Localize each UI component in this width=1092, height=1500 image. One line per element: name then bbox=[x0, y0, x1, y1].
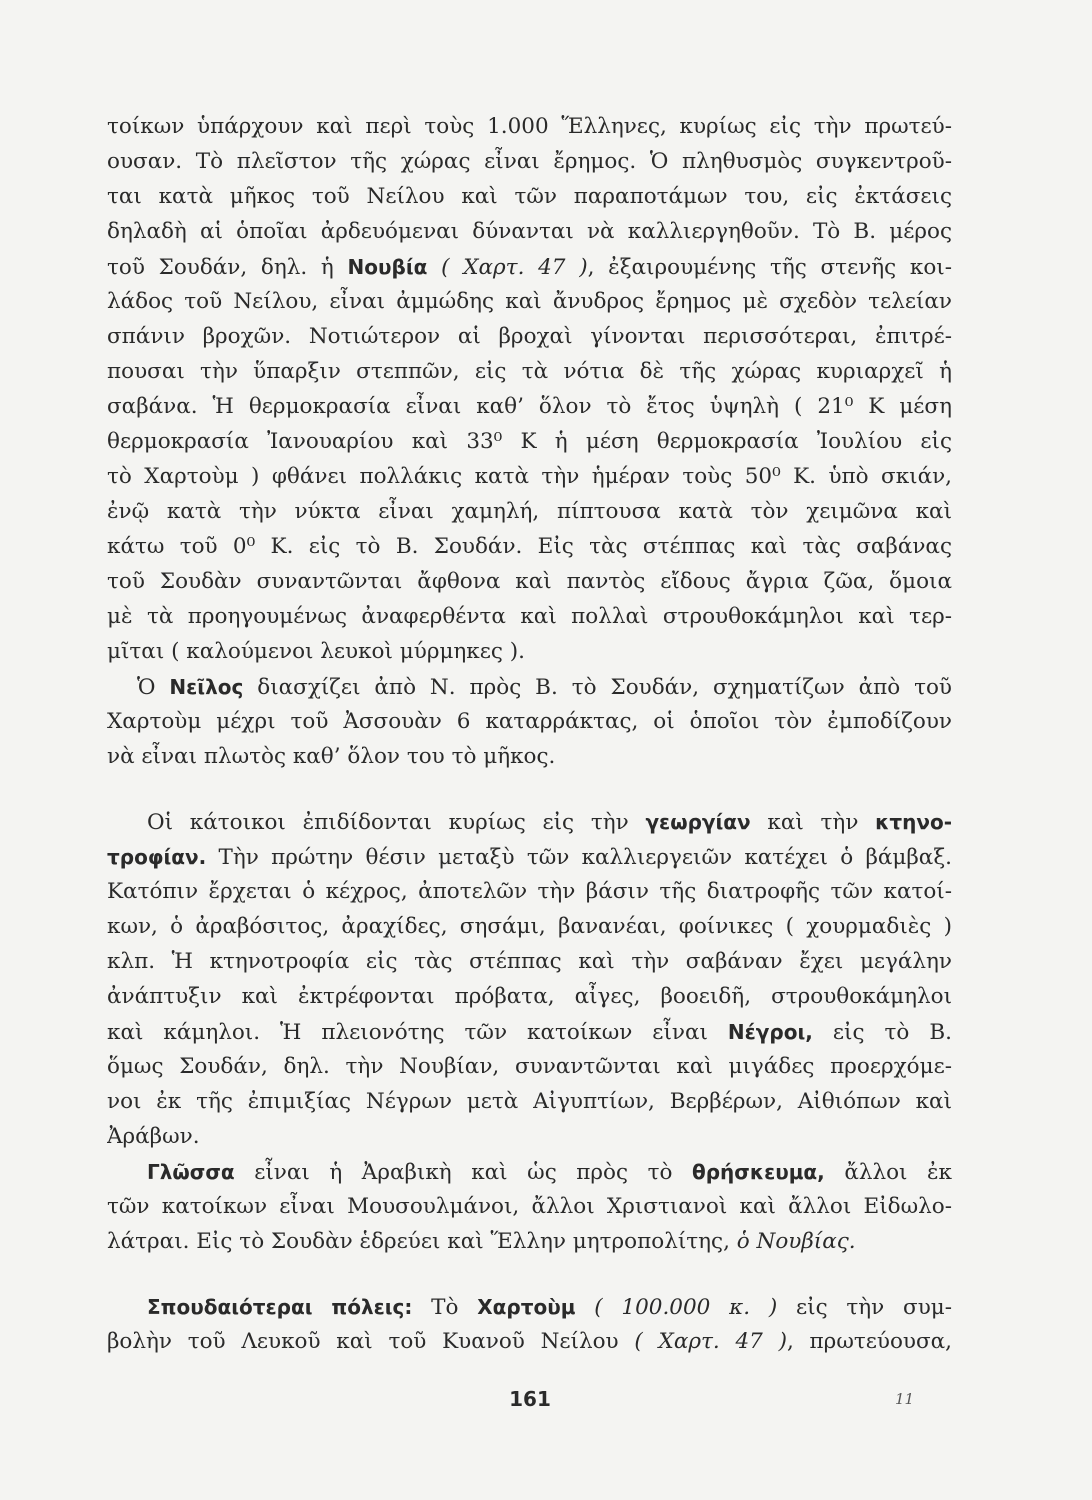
text-line bbox=[107, 912, 952, 942]
text-line bbox=[107, 147, 952, 177]
text-run: εἰς τὴν συμ- bbox=[777, 1295, 952, 1320]
text-line bbox=[107, 112, 952, 142]
italic-reference: ( 100.000 κ. ) bbox=[575, 1295, 778, 1320]
text-line bbox=[107, 497, 952, 527]
text-line bbox=[107, 1087, 952, 1117]
text-run: Χαρτοὺμ μέχρι τοῦ Ἀσσουὰν 6 καταρράκτας, οἱ ὁποῖοι τὸν ἐμποδίζουν bbox=[107, 709, 952, 734]
text-line bbox=[107, 252, 952, 282]
text-run: δηλαδὴ αἱ ὁποῖαι ἀρδευόμεναι δύνανται νὰ καλλιεργηθοῦν. Τὸ Β. μέρος bbox=[107, 219, 952, 244]
text-run: , ἐξαιρουμένης τῆς στενῆς κοι- bbox=[587, 255, 952, 280]
text-run: , πρωτεύουσα, bbox=[786, 1329, 952, 1354]
bold-term: γεωργίαν bbox=[645, 810, 751, 834]
text-line bbox=[107, 217, 952, 247]
text-line bbox=[107, 287, 952, 317]
text-run: πουσαι τὴν ὕπαρξιν στεππῶν, εἰς τὰ νότια δὲ τῆς χώρας κυριαρχεῖ ἡ bbox=[107, 359, 952, 384]
text-run: ἀνάπτυξιν καὶ ἐκτρέφονται πρόβατα, αἶγες, βοοειδῆ, στρουθοκάμηλοι bbox=[107, 984, 952, 1009]
text-run: Ὁ bbox=[137, 675, 170, 700]
text-line bbox=[107, 742, 952, 772]
text-run: νὰ εἶναι πλωτὸς καθ’ ὅλον του τὸ μῆκος. bbox=[107, 744, 556, 769]
text-run: τοίκων ὑπάρχουν καὶ περὶ τοὺς 1.000 Ἕλληνες, κυρίως εἰς τὴν πρωτεύ- bbox=[107, 114, 952, 139]
text-line bbox=[107, 532, 952, 562]
text-line bbox=[107, 322, 952, 352]
text-run: ουσαν. Τὸ πλεῖστον τῆς χώρας εἶναι ἔρημος. Ὁ πληθυσμὸς συγκεντροῦ- bbox=[107, 149, 952, 174]
bold-term: Σπουδαιότεραι πόλεις: bbox=[147, 1295, 413, 1319]
text-run: Τὸ bbox=[412, 1295, 478, 1320]
text-line bbox=[107, 877, 952, 907]
text-run: τοῦ Σουδὰν συναντῶνται ἄφθονα καὶ παντὸς εἴδους ἄγρια ζῶα, ὅμοια bbox=[107, 569, 952, 594]
bold-term: Νέγροι, bbox=[727, 1020, 813, 1044]
text-line bbox=[107, 462, 952, 492]
bold-term: κτηνο- bbox=[875, 810, 952, 834]
bold-term: Νεῖλος bbox=[169, 675, 244, 699]
text-line bbox=[107, 1292, 952, 1322]
text-run: σπάνιν βροχῶν. Νοτιώτερον αἱ βροχαὶ γίνονται περισσότεραι, ἐπιτρέ- bbox=[107, 324, 952, 349]
text-run: κων, ὁ ἀραβόσιτος, ἀραχίδες, σησάμι, βανανέαι, φοίνικες ( χουρμαδιὲς ) bbox=[107, 914, 952, 939]
text-run: λάδος τοῦ Νείλου, εἶναι ἀμμώδης καὶ ἄνυδρος ἔρημος μὲ σχεδὸν τελείαν bbox=[107, 289, 952, 314]
text-run: ἐνῷ κατὰ τὴν νύκτα εἶναι χαμηλή, πίπτουσα κατὰ τὸν χειμῶνα καὶ bbox=[107, 499, 952, 524]
text-run: διασχίζει ἀπὸ Ν. πρὸς Β. τὸ Σουδάν, σχηματίζων ἀπὸ τοῦ bbox=[243, 675, 952, 700]
text-run: κλπ. Ἡ κτηνοτροφία εἰς τὰς στέππας καὶ τὴν σαβάναν ἔχει μεγάλην bbox=[107, 949, 952, 974]
bold-term: Νουβία bbox=[347, 255, 428, 279]
text-line bbox=[107, 567, 952, 597]
text-run: εἰς τὸ Β. bbox=[812, 1020, 952, 1045]
text-line bbox=[107, 1052, 952, 1082]
text-run: βολὴν τοῦ Λευκοῦ καὶ τοῦ Κυανοῦ Νείλου bbox=[107, 1329, 635, 1354]
text-run: Κατόπιν ἔρχεται ὁ κέχρος, ἀποτελῶν τὴν βάσιν τῆς διατροφῆς τῶν κατοί- bbox=[107, 879, 952, 904]
text-line bbox=[107, 182, 952, 212]
text-run: ἄλλοι ἐκ bbox=[824, 1160, 952, 1185]
text-run: κάτω τοῦ 0⁰ Κ. εἰς τὸ Β. Σουδάν. Εἰς τὰς στέππας καὶ τὰς σαβάνας bbox=[107, 534, 952, 559]
text-line bbox=[107, 947, 952, 977]
text-run: καὶ τὴν bbox=[750, 810, 876, 835]
text-line bbox=[107, 1017, 952, 1047]
text-line bbox=[107, 602, 952, 632]
text-run: νοι ἐκ τῆς ἐπιμιξίας Νέγρων μετὰ Αἰγυπτίων, Βερβέρων, Αἰθιόπων καὶ bbox=[107, 1089, 952, 1114]
page-number: 161 bbox=[509, 1387, 551, 1411]
text-line bbox=[107, 637, 952, 667]
text-line bbox=[107, 842, 952, 872]
text-run: Τὴν πρώτην θέσιν μεταξὺ τῶν καλλιεργειῶν κατέχει ὁ βάμβαξ. bbox=[206, 845, 952, 870]
italic-reference: ὁ Νουβίας. bbox=[736, 1229, 856, 1254]
text-line bbox=[107, 1157, 952, 1187]
signature-mark: 11 bbox=[895, 1390, 915, 1408]
text-run: μὲ τὰ προηγουμένως ἀναφερθέντα καὶ πολλαὶ στρουθοκάμηλοι καὶ τερ- bbox=[107, 604, 952, 629]
italic-reference: ( Χαρτ. 47 ) bbox=[634, 1329, 787, 1354]
text-run: τοῦ Σουδάν, δηλ. ἡ bbox=[107, 255, 348, 280]
text-line bbox=[107, 1192, 952, 1222]
text-run: θερμοκρασία Ἰανουαρίου καὶ 33⁰ Κ ἡ μέση θερμοκρασία Ἰουλίου εἰς bbox=[107, 429, 952, 454]
bold-term: Χαρτοὺμ bbox=[477, 1295, 576, 1319]
bold-term: Γλῶσσα bbox=[147, 1160, 235, 1184]
text-run: λάτραι. Εἰς τὸ Σουδὰν ἑδρεύει καὶ Ἕλλην μητροπολίτης, bbox=[107, 1229, 737, 1254]
text-line bbox=[107, 357, 952, 387]
text-run: Οἱ κάτοικοι ἐπιδίδονται κυρίως εἰς τὴν bbox=[147, 810, 646, 835]
bold-term: τροφίαν. bbox=[107, 845, 207, 869]
text-run: σαβάνα. Ἡ θερμοκρασία εἶναι καθ’ ὅλον τὸ ἔτος ὑψηλὴ ( 21⁰ Κ μέση bbox=[107, 394, 952, 419]
text-run: τὸ Χαρτοὺμ ) φθάνει πολλάκις κατὰ τὴν ἡμέραν τοὺς 50⁰ Κ. ὑπὸ σκιάν, bbox=[107, 464, 952, 489]
text-line bbox=[107, 807, 952, 837]
text-line bbox=[107, 672, 952, 702]
text-run: μῖται ( καλούμενοι λευκοὶ μύρμηκες ). bbox=[107, 639, 525, 664]
text-run: εἶναι ἡ Ἀραβικὴ καὶ ὡς πρὸς τὸ bbox=[234, 1160, 692, 1185]
italic-reference: ( Χαρτ. 47 ) bbox=[427, 255, 588, 280]
text-run: Ἀράβων. bbox=[107, 1124, 200, 1149]
text-line bbox=[107, 707, 952, 737]
text-line bbox=[107, 392, 952, 422]
text-run: ὅμως Σουδάν, δηλ. τὴν Νουβίαν, συναντῶνται καὶ μιγάδες προερχόμε- bbox=[107, 1054, 952, 1079]
text-run: ται κατὰ μῆκος τοῦ Νείλου καὶ τῶν παραποτάμων του, εἰς ἐκτάσεις bbox=[107, 184, 952, 209]
bold-term: θρήσκευμα, bbox=[691, 1160, 825, 1184]
text-run: καὶ κάμηλοι. Ἡ πλειονότης τῶν κατοίκων εἶναι bbox=[107, 1020, 728, 1045]
text-line bbox=[107, 1327, 952, 1357]
text-line bbox=[107, 1227, 952, 1257]
text-line bbox=[107, 427, 952, 457]
text-line bbox=[107, 982, 952, 1012]
text-line bbox=[107, 1122, 952, 1152]
text-run: τῶν κατοίκων εἶναι Μουσουλμάνοι, ἄλλοι Χριστιανοὶ καὶ ἄλλοι Εἰδωλο- bbox=[107, 1194, 952, 1219]
